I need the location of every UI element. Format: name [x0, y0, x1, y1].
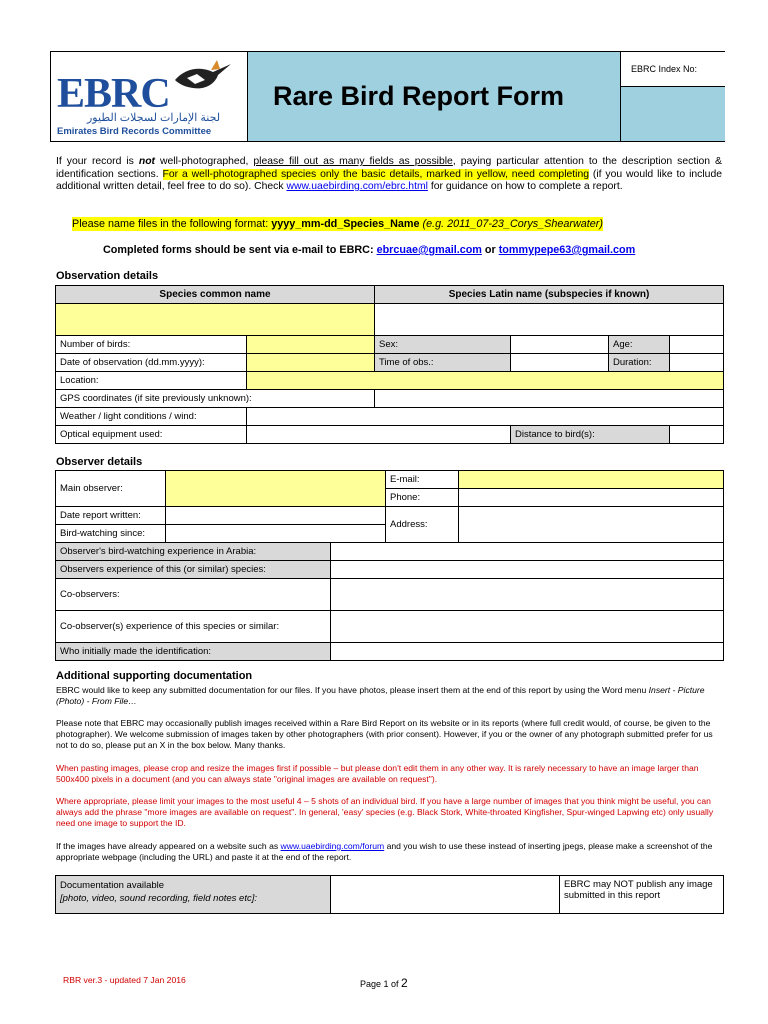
version-note: RBR ver.3 - updated 7 Jan 2016 [63, 975, 186, 985]
page-title: Rare Bird Report Form [273, 81, 565, 111]
additional-p5: If the images have already appeared on a website such as www.uaebirding.com/forum and you wish to use these instead of inserting jpegs, please make a screenshot of the appropriate webpage (including the URL) and paste it at the end of the report. [56, 841, 713, 862]
additional-p1: EBRC would like to keep any submitted documentation for our files. If you have photos, please insert them at the end of this report by using the Word menu Insert - Picture (Photo) - From File… [56, 685, 705, 706]
hoopoe-bird-icon [171, 58, 241, 98]
guidance-link[interactable]: www.uaebirding.com/ebrc.html [286, 181, 428, 193]
date-written-label: Date report written: [56, 507, 166, 525]
co-exp-label: Co-observer(s) experience of this species or similar: [56, 611, 331, 643]
additional-heading: Additional supporting documentation [56, 670, 253, 682]
additional-p3: When pasting images, please crop and resize the images first if possible – but please don't edit them in any other way. It is rarely necessary to have an image larger than 500x400 pixels in a document (and you can always state "original images are available on request"). [56, 763, 699, 784]
co-exp-input[interactable] [331, 611, 724, 643]
number-of-birds-label: Number of birds: [56, 336, 247, 354]
weather-input[interactable] [247, 408, 724, 426]
no-publish-box[interactable]: EBRC may NOT publish any image submitted in this report [560, 876, 724, 914]
date-input[interactable] [247, 354, 375, 372]
form-header [50, 51, 725, 142]
sex-label: Sex: [375, 336, 511, 354]
duration-label: Duration: [609, 354, 670, 372]
logo-subtitle: Emirates Bird Records Committee [57, 126, 212, 137]
email-link-ebrc[interactable]: ebrcuae@gmail.com [376, 244, 482, 256]
optical-input[interactable] [247, 426, 511, 444]
weather-label: Weather / light conditions / wind: [56, 408, 247, 426]
gps-label: GPS coordinates (if site previously unknown): [56, 390, 375, 408]
forum-link[interactable]: www.uaebirding.com/forum [280, 841, 385, 851]
species-common-header: Species common name [56, 286, 375, 304]
title-panel [248, 52, 620, 141]
since-input[interactable] [166, 525, 386, 543]
logo-arabic: لجنة الإمارات لسجلات الطيور [87, 112, 221, 124]
main-observer-label: Main observer: [56, 471, 166, 507]
distance-input[interactable] [670, 426, 724, 444]
email-input[interactable] [459, 471, 724, 489]
location-label: Location: [56, 372, 247, 390]
email-label: E-mail: [386, 471, 459, 489]
address-label: Address: [386, 507, 459, 543]
phone-input[interactable] [459, 489, 724, 507]
time-label: Time of obs.: [375, 354, 511, 372]
documentation-table [55, 875, 724, 914]
species-common-input[interactable] [56, 304, 375, 336]
age-input[interactable] [670, 336, 724, 354]
observer-table [55, 470, 724, 661]
docs-available-input[interactable] [331, 876, 560, 914]
additional-p2: Please note that EBRC may occasionally publish images received within a Rare Bird Report on its website or in its reports (where full credit would, of course, be given to the photographer). We welcome submission of images taken by other photographers (with prior consent). However, if you or the owner of any photograph submitted prefer for us not to do so, please put an X in the box below. Many thanks. [56, 718, 713, 750]
co-observers-input[interactable] [331, 579, 724, 611]
exp-species-label: Observers experience of this (or similar) species: [56, 561, 331, 579]
address-input[interactable] [459, 507, 724, 543]
species-latin-input[interactable] [375, 304, 724, 336]
distance-label: Distance to bird(s): [511, 426, 670, 444]
index-panel [620, 52, 725, 141]
optical-label: Optical equipment used: [56, 426, 247, 444]
observation-heading: Observation details [56, 270, 159, 282]
email-link-secondary[interactable]: tommypepe63@gmail.com [498, 244, 636, 256]
index-label: EBRC Index No: [631, 64, 698, 74]
observer-heading: Observer details [56, 456, 143, 468]
index-label-box [621, 52, 725, 87]
docs-available-label: Documentation available [photo, video, sound recording, field notes etc]: [56, 876, 331, 914]
phone-label: Phone: [386, 489, 459, 507]
additional-p4: Where appropriate, please limit your images to the most useful 4 – 5 shots of an individual bird. If you have a large number of images that you think might be useful, you can always add the phrase "more images are available on request". In general, 'easy' species (e.g. Black Stork, White-throated Kingfisher, Spur-winged Lapwing etc) only usually need one image to support the ID. [56, 796, 714, 828]
date-label: Date of observation (dd.mm.yyyy): [56, 354, 247, 372]
exp-arabia-label: Observer's bird-watching experience in Arabia: [56, 543, 331, 561]
location-input[interactable] [247, 372, 724, 390]
age-label: Age: [609, 336, 670, 354]
logo-text: EBRC [57, 71, 170, 117]
date-written-input[interactable] [166, 507, 386, 525]
time-input[interactable] [511, 354, 609, 372]
send-instruction: Completed forms should be sent via e-mail to EBRC: ebrcuae@gmail.com or tommypepe63@gmail.com [103, 244, 636, 256]
logo-panel [51, 52, 248, 141]
intro-paragraph: If your record is not well-photographed, please fill out as many fields as possible, paying particular attention to the description section & identification sections. For a well-photographed species only the basic details, marked in yellow, need completing (if you would like to include additional written detail, feel free to do so). Check www.uaebirding.com/ebrc.html for guidance on how to complete a report. [56, 156, 722, 193]
page-number: Page 1 of 2 [360, 976, 408, 990]
observation-table [55, 285, 724, 444]
initial-id-input[interactable] [331, 643, 724, 661]
species-latin-header: Species Latin name (subspecies if known) [375, 286, 724, 304]
gps-input[interactable] [375, 390, 724, 408]
main-observer-input[interactable] [166, 471, 386, 507]
initial-id-label: Who initially made the identification: [56, 643, 331, 661]
exp-species-input[interactable] [331, 561, 724, 579]
number-of-birds-input[interactable] [247, 336, 375, 354]
exp-arabia-input[interactable] [331, 543, 724, 561]
co-observers-label: Co-observers: [56, 579, 331, 611]
sex-input[interactable] [511, 336, 609, 354]
filename-instruction: Please name files in the following format: yyyy_mm-dd_Species_Name (e.g. 2011_07-23_Corys_Shearwater) [72, 218, 603, 230]
since-label: Bird-watching since: [56, 525, 166, 543]
duration-input[interactable] [670, 354, 724, 372]
